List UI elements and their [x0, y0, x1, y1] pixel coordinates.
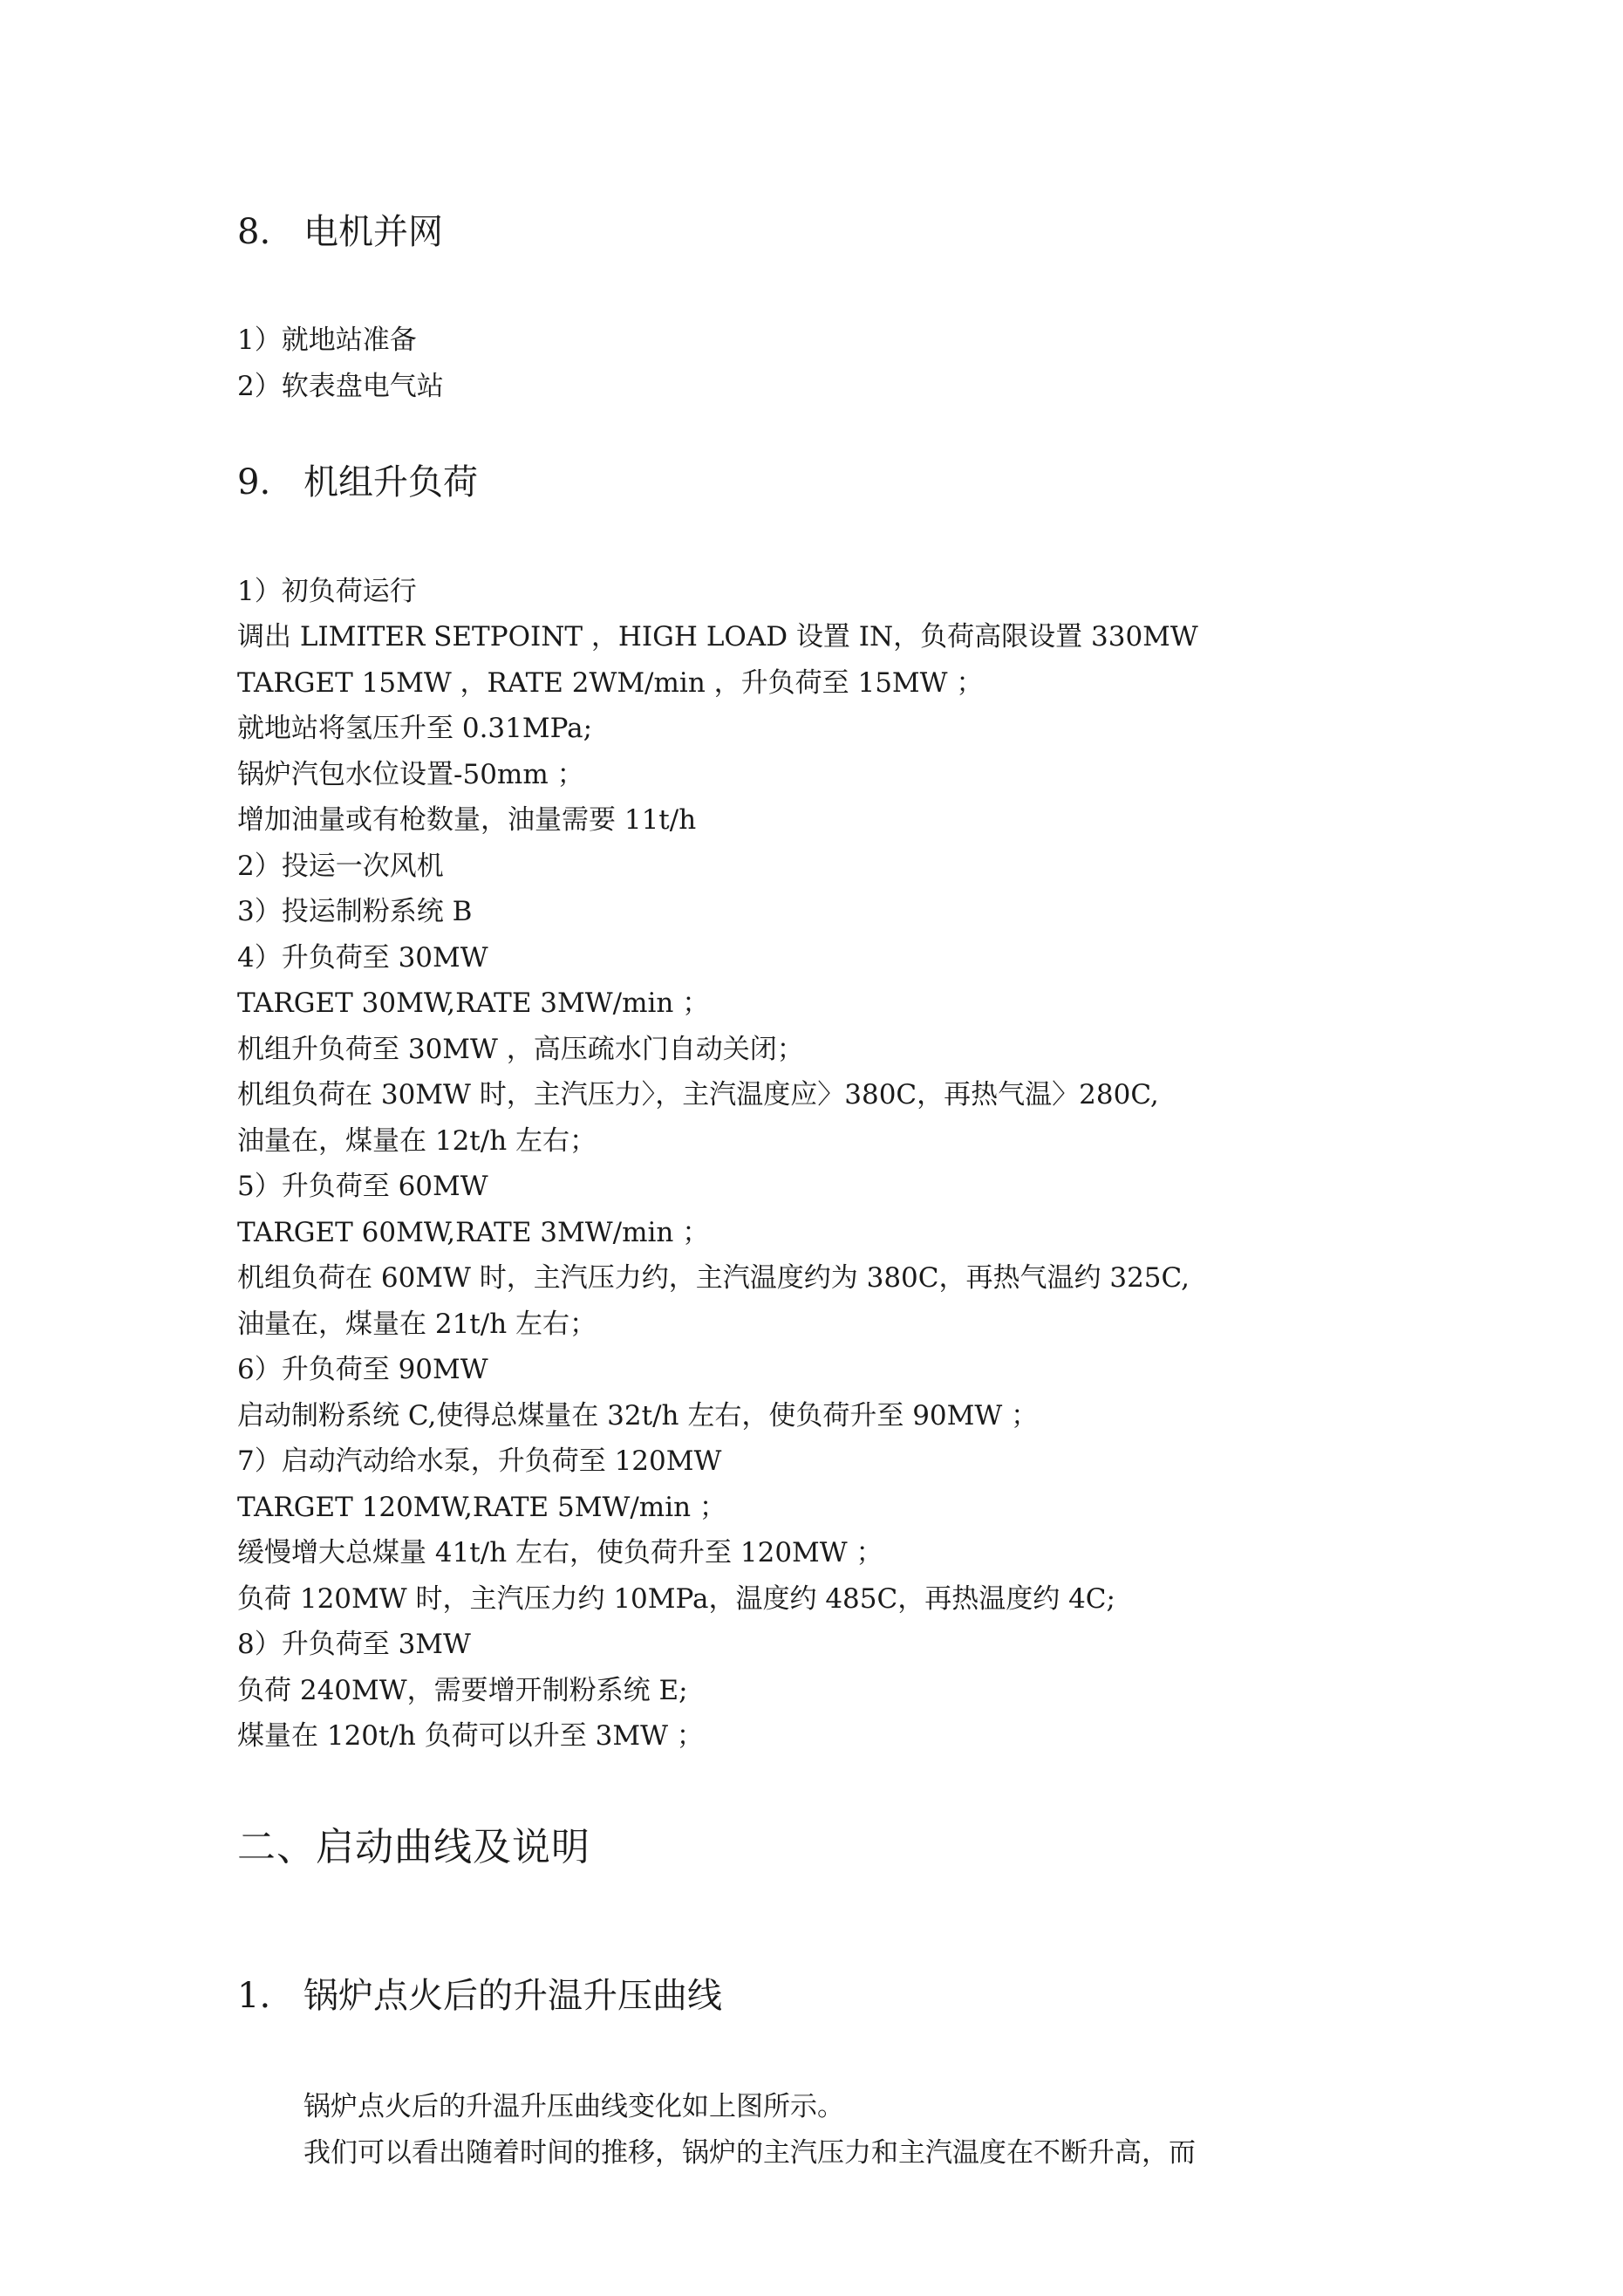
- body-line: 机组升负荷至 30MW ，高压疏水门自动关闭；: [237, 1034, 804, 1065]
- body-line: 油量在，煤量在 12t/h 左右；: [237, 1125, 597, 1157]
- body-line: 负荷 240MW，需要增开制粉系统 E;: [237, 1675, 688, 1706]
- body-line: 机组负荷在 30MW 时，主汽压力〉，主汽温度应〉380C，再热气温〉280C,: [237, 1079, 1159, 1110]
- paragraph-line: 我们可以看出随着时间的推移，锅炉的主汽压力和主汽温度在不断升高，而: [303, 2137, 1196, 2169]
- paragraph-line: 锅炉点火后的升温升压曲线变化如上图所示。: [303, 2091, 844, 2122]
- section-8-title: 电机并网: [303, 212, 443, 252]
- body-line: 4）升负荷至 30MW: [237, 942, 488, 974]
- body-line: 6）升负荷至 90MW: [237, 1354, 488, 1385]
- section-1-heading: [237, 1973, 722, 2019]
- body-line: 锅炉汽包水位设置-50mm ；: [237, 759, 584, 790]
- body-line: 机组负荷在 60MW 时，主汽压力约，主汽温度约为 380C，再热气温约 325C,: [237, 1262, 1190, 1294]
- body-line: TARGET 30MW,RATE 3MW/min ；: [237, 987, 710, 1019]
- body-line: 煤量在 120t/h 负荷可以升至 3MW ；: [237, 1720, 704, 1752]
- chapter-heading: 二、启动曲线及说明: [237, 1825, 590, 1869]
- body-line: 负荷 120MW 时，主汽压力约 10MPa，温度约 485C，再热温度约 4C;: [237, 1583, 1115, 1615]
- section-9-heading: [237, 460, 478, 505]
- body-line: TARGET 60MW,RATE 3MW/min ；: [237, 1217, 710, 1248]
- body-line: TARGET 120MW,RATE 5MW/min ；: [237, 1492, 726, 1523]
- body-line: 就地站将氢压升至 0.31MPa;: [237, 713, 593, 744]
- body-line: 2）投运一次风机: [237, 851, 444, 882]
- section-1-title: 锅炉点火后的升温升压曲线: [303, 1976, 722, 2016]
- body-line: TARGET 15MW ，RATE 2WM/min ，升负荷至 15MW ；: [237, 667, 984, 699]
- section-9-title: 机组升负荷: [303, 462, 478, 502]
- body-line: 调出 LIMITER SETPOINT ，HIGH LOAD 设置 IN，负荷高限设置 330MW: [237, 621, 1198, 653]
- body-line: 8）升负荷至 3MW: [237, 1629, 471, 1660]
- body-line: 1）初负荷运行: [237, 576, 417, 607]
- body-line: 5）升负荷至 60MW: [237, 1171, 488, 1202]
- body-line: 启动制粉系统 C,使得总煤量在 32t/h 左右，使负荷升至 90MW ；: [237, 1400, 1039, 1432]
- section-9-number: 9.: [237, 462, 271, 502]
- section-8-item: 1）就地站准备: [237, 325, 417, 356]
- body-line: 增加油量或有枪数量，油量需要 11t/h: [237, 804, 697, 836]
- section-8-heading: [237, 209, 443, 255]
- body-line: 3）投运制粉系统 B: [237, 896, 473, 927]
- body-line: 7）启动汽动给水泵，升负荷至 120MW: [237, 1445, 722, 1477]
- body-line: 缓慢增大总煤量 41t/h 左右，使负荷升至 120MW ；: [237, 1537, 883, 1568]
- section-8-number: 8.: [237, 212, 271, 252]
- section-1-number: 1.: [237, 1976, 271, 2016]
- body-line: 油量在，煤量在 21t/h 左右；: [237, 1309, 597, 1340]
- section-8-item: 2）软表盘电气站: [237, 371, 444, 402]
